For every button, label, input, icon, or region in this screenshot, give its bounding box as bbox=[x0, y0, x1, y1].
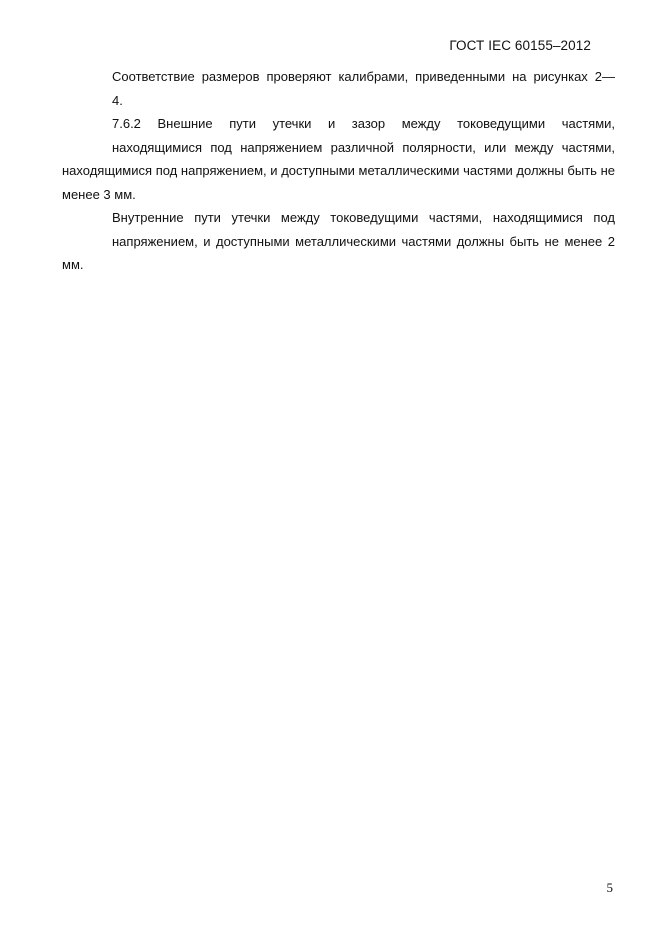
paragraph-external-creepage bbox=[62, 112, 615, 206]
paragraph-line: Соответствие размеров проверяют калибрами, приведенными на рисунках 2— bbox=[112, 69, 615, 84]
paragraph-text: находящимися под напряжением различной полярности, или между частями, находящимися под напряжением, и доступными металлическими частями должны быть не менее 3 мм. bbox=[62, 139, 615, 202]
document-header: ГОСТ IEC 60155–2012 bbox=[449, 38, 591, 53]
page-number: 5 bbox=[606, 880, 613, 895]
paragraph-text: напряжением, и доступными металлическими частями должны быть не менее 2 мм. bbox=[62, 233, 615, 272]
paragraph-line: Внутренние пути утечки между токоведущими частями, находящимися под bbox=[112, 210, 615, 225]
paragraph-line: 4. bbox=[112, 92, 123, 108]
paragraph-conformity-check bbox=[62, 65, 615, 112]
paragraph-internal-creepage bbox=[62, 206, 615, 277]
paragraph-line: 7.6.2 Внешние пути утечки и зазор между токоведущими частями, bbox=[112, 116, 615, 131]
document-body bbox=[62, 65, 615, 277]
